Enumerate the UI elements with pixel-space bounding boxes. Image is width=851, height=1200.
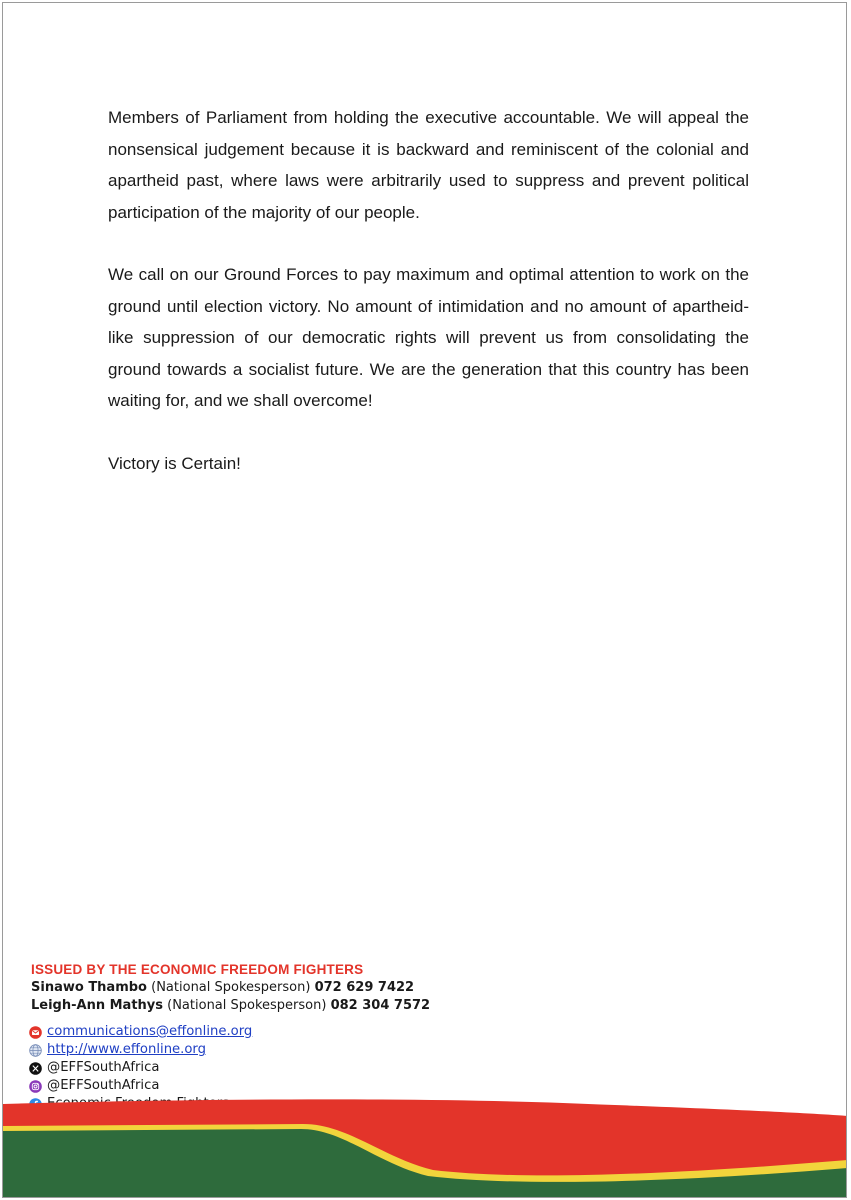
spokesperson-role: (National Spokesperson) [167,998,327,1013]
issued-by-heading: ISSUED BY THE ECONOMIC FREEDOM FIGHTERS [31,962,364,977]
spokesperson-line-2 [31,997,529,1015]
paragraph-2: We call on our Ground Forces to pay maximum and optimal attention to work on the ground until election victory. No amount of intimidation and no amount of apartheid-like suppression of our democratic rights will prevent us from consolidating the ground towards a socialist future. We are the generation that this country has been waiting for, and we shall overcome! [108,265,749,410]
x-handle: @EFFSouthAfrica [47,1060,160,1075]
website-link[interactable]: http://www.effonline.org [47,1042,206,1057]
x-twitter-icon [29,1062,42,1075]
instagram-handle: @EFFSouthAfrica [47,1078,160,1093]
press-footer [29,961,529,1113]
globe-icon [29,1044,42,1057]
email-icon [29,1026,42,1039]
spokesperson-line-1 [31,979,529,997]
paragraph-1: Members of Parliament from holding the executive accountable. We will appeal the nonsensical judgement because it is backward and reminiscent of the colonial and apartheid past, where laws were arbitrarily used to suppress and prevent political participation of the majority of our people. [108,108,749,222]
document-page [2,2,847,1198]
spokesperson-name: Sinawo Thambo [31,980,147,995]
email-link[interactable]: communications@effonline.org [47,1024,253,1039]
spokesperson-role: (National Spokesperson) [151,980,311,995]
contact-instagram [29,1077,529,1095]
footer-wave-band [3,1098,847,1198]
spokesperson-phone: 072 629 7422 [314,980,415,995]
spokesperson-phone: 082 304 7572 [330,998,431,1013]
contact-x [29,1059,529,1077]
statement-body [108,102,749,510]
closing-line: Victory is Certain! [108,453,241,473]
instagram-icon [29,1080,42,1093]
contact-email [29,1023,529,1041]
spokesperson-name: Leigh-Ann Mathys [31,998,163,1013]
contact-website [29,1041,529,1059]
